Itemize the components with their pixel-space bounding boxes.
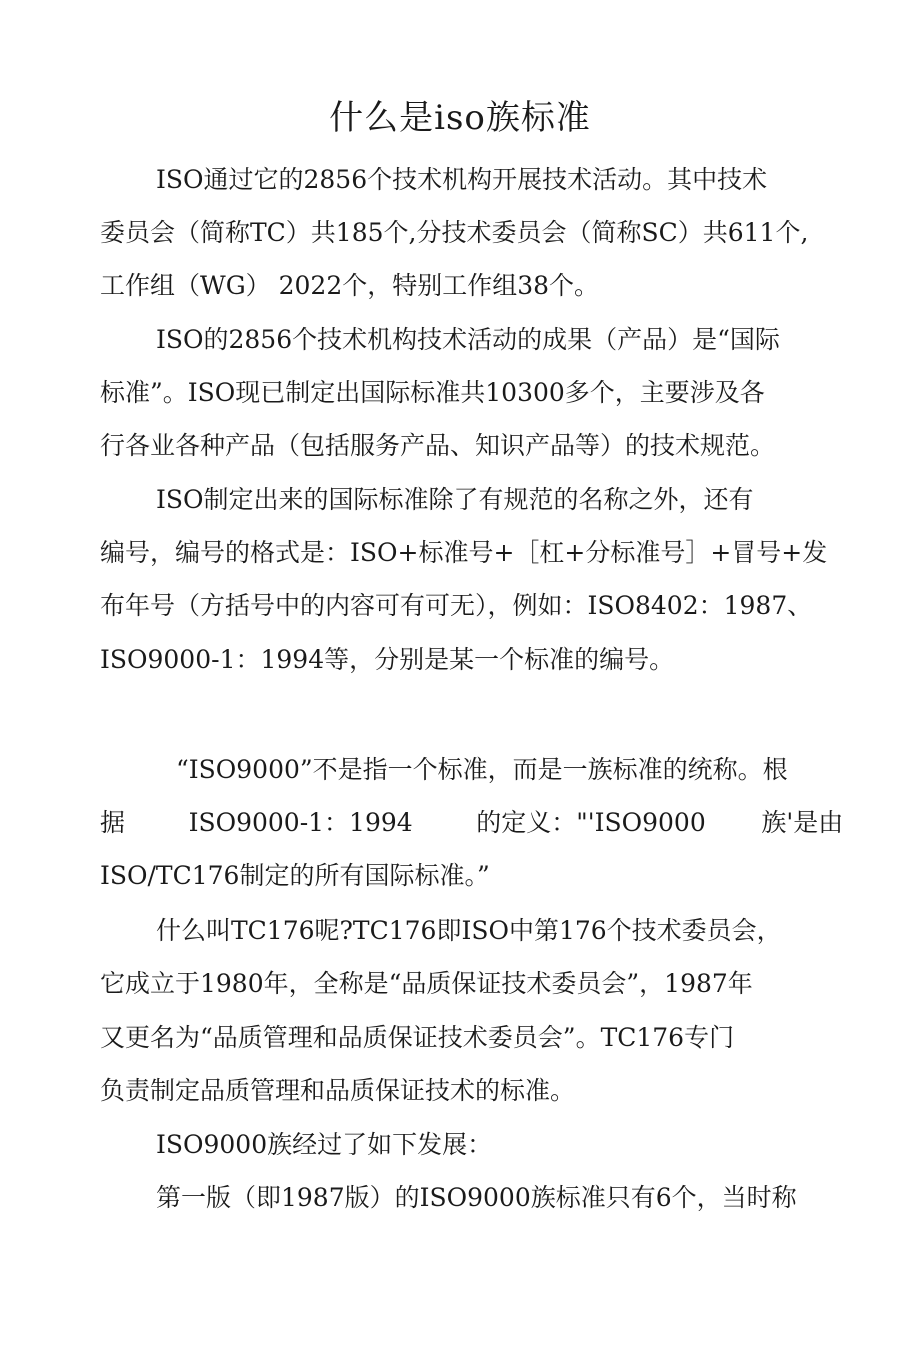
paragraph-line: 委员会（简称TC）共185个,分技术委员会（简称SC）共611个, <box>100 218 809 247</box>
paragraph-line: 标准”。ISO现已制定出国际标准共10300多个，主要涉及各 <box>100 378 765 407</box>
paragraph-line: ISO通过它的2856个技术机构开展技术活动。其中技术 <box>156 165 768 194</box>
paragraph-line: 布年号（方括号中的内容可有可无），例如：ISO8402：1987、 <box>100 591 813 620</box>
paragraph-line: ISO的2856个技术机构技术活动的成果（产品）是“国际 <box>156 325 780 354</box>
paragraph-line: 据 ISO9000-1：1994 的定义："'ISO9000 族'是由 <box>100 808 844 837</box>
paragraph-line: 什么叫TC176呢?TC176即ISO中第176个技术委员会， <box>156 916 782 945</box>
paragraph-line: ISO/TC176制定的所有国际标准。” <box>100 861 490 890</box>
paragraph-line: 又更名为“品质管理和品质保证技术委员会”。TC176专门 <box>100 1023 735 1052</box>
paragraph-line: ISO9000-1：1994等，分别是某一个标准的编号。 <box>100 645 675 674</box>
paragraph-line: 行各业各种产品（包括服务产品、知识产品等）的技术规范。 <box>100 431 776 460</box>
paragraph-line: ISO9000族经过了如下发展： <box>156 1130 493 1159</box>
paragraph-line: 负责制定品质管理和品质保证技术的标准。 <box>100 1076 576 1105</box>
paragraph-line: 工作组（WG） 2022个，特别工作组38个。 <box>100 271 600 300</box>
paragraph-line: “ISO9000”不是指一个标准，而是一族标准的统称。根 <box>176 755 788 784</box>
paragraph-line: ISO制定出来的国际标准除了有规范的名称之外，还有 <box>156 485 754 514</box>
paragraph-line: 第一版（即1987版）的ISO9000族标准只有6个，当时称 <box>156 1183 797 1212</box>
page-title: 什么是iso族标准 <box>329 98 591 138</box>
paragraph-line: 它成立于1980年，全称是“品质保证技术委员会”，1987年 <box>100 969 753 998</box>
paragraph-line: 编号，编号的格式是：ISO+标准号+［杠+分标准号］+冒号+发 <box>100 538 828 567</box>
